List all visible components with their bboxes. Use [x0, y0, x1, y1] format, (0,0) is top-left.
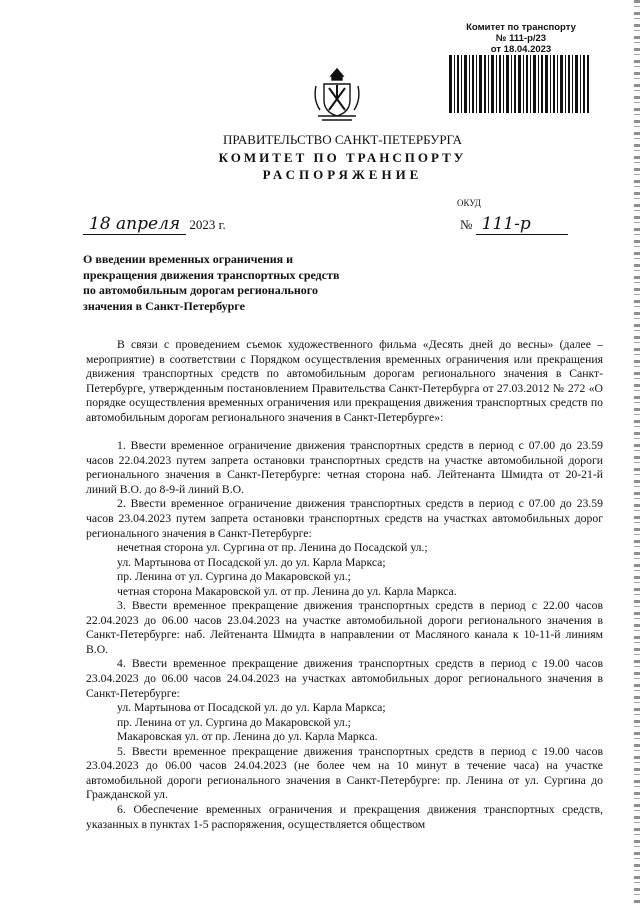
stamp-line-2: № 111-р/23	[495, 33, 547, 44]
stamp-line-3: от 18.04.2023	[490, 44, 552, 55]
item-2-road-4: четная сторона Макаровской ул. от пр. Ленина до ул. Карла Маркса.	[117, 584, 457, 598]
government-name: ПРАВИТЕЛЬСТВО САНКТ-ПЕТЕРБУРГА	[222, 132, 463, 147]
item-2: 2. Ввести временное ограничение движения транспортных средств в период с 07.00 до 23.59 часов 23.04.2023 путем запрета остановки транспортных средств на участках автомобильных дорог регионального значения в Санкт-Петербурге:	[86, 497, 603, 540]
item-2-road-3: пр. Ленина от ул. Сургина до Макаровской ул.;	[117, 570, 351, 584]
document-type: РАСПОРЯЖЕНИЕ	[262, 167, 423, 182]
registration-stamp	[446, 22, 596, 55]
item-6: 6. Обеспечение временных ограничения и прекращения движения транспортных средств, указанных в пунктах 1-5 распоряжения, осуществляется обществом	[86, 802, 603, 831]
handwritten-number: 111-р	[476, 214, 568, 235]
document-body	[86, 338, 603, 832]
item-3: 3. Ввести временное прекращение движения транспортных средств в период с 22.00 часов 22.04.2023 до 06.00 часов 23.04.2023 на участке автомобильной дороги регионального значения в Санкт-Петербурге: наб. Лейтенанта Шмидта в направлении от Масляного канала к 10-11-й линиям В.О.	[86, 599, 603, 656]
item-4-road-1: ул. Мартынова от Посадской ул. до ул. Карла Маркса;	[117, 701, 386, 715]
coat-of-arms-icon	[312, 66, 362, 124]
item-2-road-2: ул. Мартынова от Посадской ул. до ул. Карла Маркса;	[117, 555, 386, 569]
preamble-paragraph: В связи с проведением съемок художественного фильма «Десять дней до весны» (далее – мероприятие) в соответствии с Порядком осуществления временных ограничения или прекращения движения транспортных средств по автомобильным дорогам регионального значения в Санкт-Петербурге, утвержденным постановлением Правительства Санкт-Петербурга от 27.03.2012 № 272 «О порядке осуществления временных ограничения или прекращения движения транспортных средств по автомобильным дорогам регионального значения в Санкт-Петербурге»:	[86, 338, 603, 424]
number-line	[460, 214, 568, 235]
item-4-road-2: пр. Ленина от ул. Сургина до Макаровской ул.;	[117, 715, 351, 729]
item-5: 5. Ввести временное прекращение движения транспортных средств в период с 19.00 часов 23.04.2023 до 06.00 часов 24.04.2023 (не более чем на 10 минут в течение часа) на участке автомобильной дороги регионального значения в Санкт-Петербурге: пр. Ленина от ул. Сургина до Гражданской ул.	[86, 744, 603, 802]
number-prefix: №	[460, 217, 473, 232]
handwritten-date: 18 апреля	[83, 214, 186, 235]
committee-name: КОМИТЕТ ПО ТРАНСПОРТУ	[218, 150, 467, 165]
okud-label: ОКУД	[457, 198, 481, 208]
date-year: 2023 г.	[189, 217, 226, 232]
document-title: О введении временных ограничения и прекращения движения транспортных средств по автомобильным дорогам регионального значения в Санкт-Петербурге	[83, 252, 340, 313]
barcode-icon	[449, 55, 589, 113]
item-4-road-3: Макаровская ул. от пр. Ленина до ул. Карла Маркса.	[117, 730, 378, 744]
scan-edge	[634, 0, 640, 905]
item-1: 1. Ввести временное ограничение движения транспортных средств в период с 07.00 до 23.59 часов 22.04.2023 путем запрета остановки транспортных средств на участке автомобильной дороги регионального значения в Санкт-Петербурге: четная сторона наб. Лейтенанта Шмидта от 20-21-й линий В.О. до 8-9-й линий В.О.	[86, 439, 603, 496]
item-4: 4. Ввести временное прекращение движения транспортных средств в период с 19.00 часов 23.04.2023 до 06.00 часов 24.04.2023 на участках автомобильных дорог регионального значения в Санкт-Петербурге:	[86, 657, 603, 700]
stamp-line-1: Комитет по транспорту	[466, 22, 576, 33]
date-line	[83, 214, 226, 235]
item-2-road-1: нечетная сторона ул. Сургина от пр. Ленина до Посадской ул.;	[117, 541, 428, 555]
